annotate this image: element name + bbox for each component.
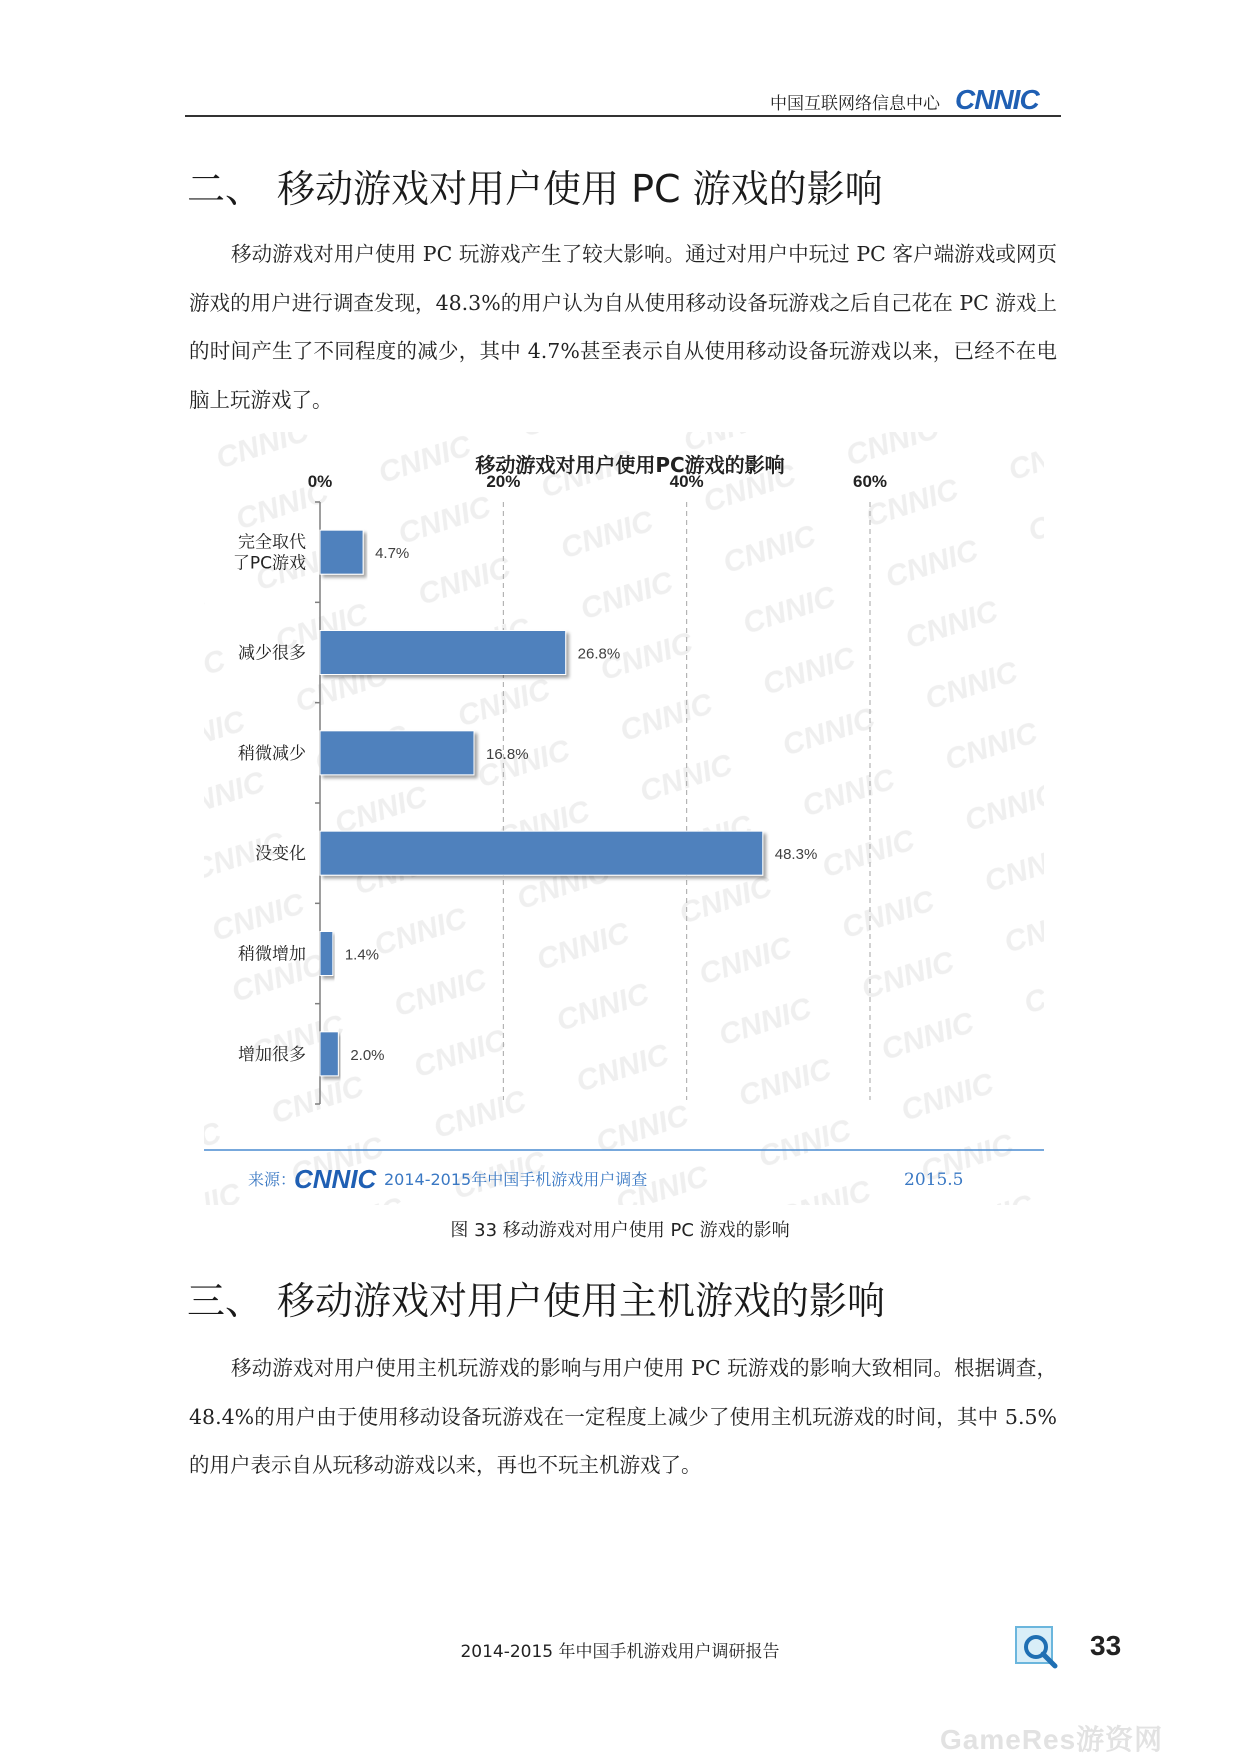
section-3-paragraph: 移动游戏对用户使用主机玩游戏的影响与用户使用 PC 玩游戏的影响大致相同。根据调查，48.4%的用户由于使用移动设备玩游戏在一定程度上减少了使用主机玩游戏的时间，其中 5.5%的用户表示自从玩移动游戏以来，再也不玩主机游戏了。 [189,1356,1057,1477]
bar-value-label: 16.8% [486,745,529,763]
x-tick-label: 60% [852,472,888,491]
bar-value-label: 4.7% [375,545,410,563]
source-label: 来源： [248,1170,297,1189]
header-divider [185,115,1061,117]
bar-value-label: 1.4% [344,946,380,964]
source-logo: CNNIC [294,1164,377,1194]
bar-value-label: 48.3% [774,846,818,864]
section-2-title: 移动游戏对用户使用 PC 游戏的影响 [277,167,883,211]
bar-value-label: 2.0% [350,1046,385,1064]
section-2-number: 二、 [187,167,264,211]
bar [320,731,474,775]
bar [320,1032,338,1076]
bar-value-label: 26.8% [577,645,621,663]
x-tick-label: 0% [307,472,333,491]
footer-report-title: 2014-2015 年中国手机游戏用户调研报告 [460,1642,780,1662]
report-search-icon [1015,1626,1061,1672]
x-tick-label: 40% [669,472,704,491]
category-label: 稍微减少 [238,743,306,764]
chart-figure [204,432,1044,1205]
bar [320,831,763,875]
source-text: 2014-2015年中国手机游戏用户调查 [384,1170,648,1189]
bar [320,530,363,574]
page-number: 33 [1090,1630,1122,1661]
header-org-name: 中国互联网络信息中心 [770,94,940,114]
bar-chart [204,432,1044,1205]
bar [320,932,333,976]
category-label: 没变化 [255,844,306,865]
section-3-title: 移动游戏对用户使用主机游戏的影响 [277,1279,886,1323]
figure-caption: 图 33 移动游戏对用户使用 PC 游戏的影响 [450,1220,790,1241]
bar [320,631,566,675]
section-3-heading [187,1270,885,1325]
category-label: 稍微增加 [238,944,306,965]
section-2-paragraph: 移动游戏对用户使用 PC 玩游戏产生了较大影响。通过对用户中玩过 PC 客户端游戏或网页游戏的用户进行调查发现，48.3%的用户认为自从使用移动设备玩游戏之后自己花在 PC 游戏上的时间产生了不同程度的减少，其中 4.7%甚至表示自从使用移动设备玩游戏以来，已经不在电脑上玩游戏了。 [189,242,1057,412]
cnnic-logo: CNNIC [955,84,1039,115]
chart-title: 移动游戏对用户使用PC游戏的影响 [475,453,785,477]
category-label: 减少很多 [238,643,306,664]
x-tick-label: 20% [486,472,521,491]
section-3-number: 三、 [187,1279,264,1323]
source-date: 2015.5 [904,1170,964,1190]
site-watermark: GameRes游资网 [940,1724,1164,1755]
category-label: 完全取代了PC游戏 [232,532,306,574]
section-2-heading [187,158,883,213]
category-label: 增加很多 [238,1044,306,1065]
